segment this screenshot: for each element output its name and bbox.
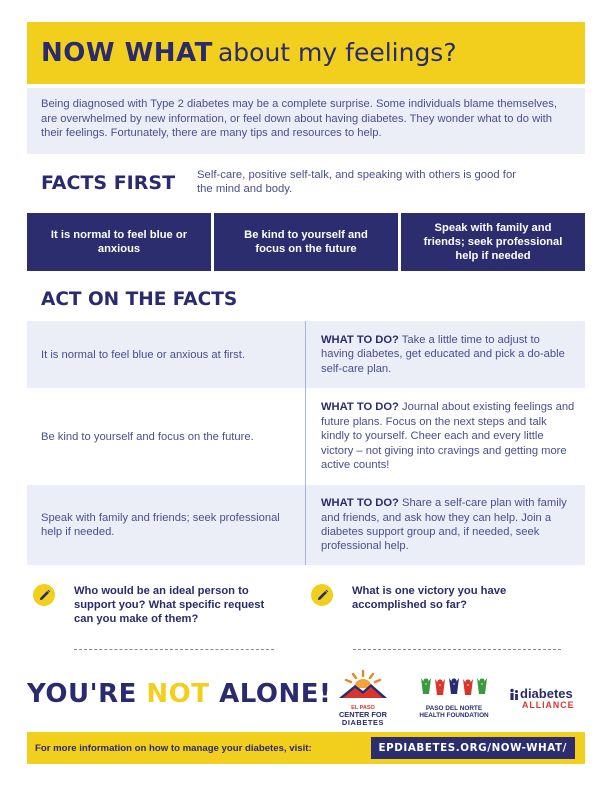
fact-box: It is normal to feel blue or anxious: [27, 213, 211, 271]
prompt-text: What is one victory you have accomplished so far?: [352, 585, 507, 612]
action-cell: [305, 485, 585, 565]
people-mark-icon: [509, 688, 519, 700]
what-to-do-label: WHAT TO DO?: [321, 401, 399, 414]
table-row: [27, 485, 585, 565]
fact-boxes: [27, 213, 585, 271]
answer-line: [74, 649, 274, 650]
act-on-facts-heading: ACT ON THE FACTS: [41, 289, 238, 310]
table-row: [27, 321, 585, 388]
closing-headline: YOU'RE NOT ALONE!: [27, 679, 332, 709]
title-bold: NOW WHAT: [41, 38, 213, 68]
action-text: Take a little time to adjust to having diabetes, get educated and pick a do-able self-care plan.: [321, 333, 565, 375]
facts-first-heading: FACTS FIRST: [41, 172, 176, 194]
action-text: Share a self-care plan with family and friends, and ask how they can help. Join a diabetes support group and, if needed, seek professional help.: [321, 497, 567, 553]
reflection-prompt: [33, 584, 293, 627]
action-cell: [305, 388, 585, 485]
action-cell: [305, 321, 585, 388]
pencil-icon: [33, 584, 55, 606]
footer-bar: [27, 732, 585, 764]
what-to-do-label: WHAT TO DO?: [321, 333, 399, 346]
el-paso-center-for-diabetes-logo: EL PASO CENTER FOR DIABETES: [333, 668, 393, 727]
diabetes-alliance-logo: diabetes ALLIANCE: [509, 686, 589, 710]
fact-box: Be kind to yourself and focus on the future: [214, 213, 398, 271]
paso-del-norte-logo: PASO DEL NORTE HEALTH FOUNDATION: [414, 676, 494, 719]
facts-first-text: Self-care, positive self-talk, and speaking with others is good for the mind and body.: [197, 169, 516, 195]
answer-line: [353, 649, 561, 650]
prompt-text: Who would be an ideal person to support you? What specific request can you make of them?: [74, 585, 265, 626]
fact-cell: Be kind to yourself and focus on the future.: [41, 430, 254, 443]
footer-text: For more information on how to manage your diabetes, visit:: [35, 742, 312, 754]
website-link[interactable]: EPDIABETES.ORG/NOW-WHAT/: [371, 737, 576, 759]
intro-paragraph: Being diagnosed with Type 2 diabetes may be a complete surprise. Some individuals blame themselves, are overwhelmed by new information, or feel down about having diabetes. They wonder what to do with their feelings. Fortunately, there are many tips and resources to help.: [27, 88, 585, 154]
act-on-facts-table: [27, 321, 585, 565]
reflection-prompt: [311, 584, 571, 612]
people-figures-icon: [414, 676, 494, 698]
fact-cell: Speak with family and friends; seek professional help if needed.: [41, 512, 280, 538]
fact-cell: It is normal to feel blue or anxious at first.: [41, 348, 245, 361]
pencil-icon: [311, 584, 333, 606]
not-highlight: NOT: [146, 679, 210, 709]
fact-box: Speak with family and friends; seek professional help if needed: [401, 213, 585, 271]
table-row: [27, 388, 585, 485]
title-rest: about my feelings?: [217, 38, 457, 67]
what-to-do-label: WHAT TO DO?: [321, 497, 399, 510]
action-text: Journal about existing feelings and future plans. Focus on the next steps and talk kindly to yourself. Cheer each and every little victory – not giving into cravings and getting more active counts!: [321, 401, 575, 472]
title-banner: [27, 22, 585, 84]
sun-mountain-icon: [333, 668, 393, 700]
